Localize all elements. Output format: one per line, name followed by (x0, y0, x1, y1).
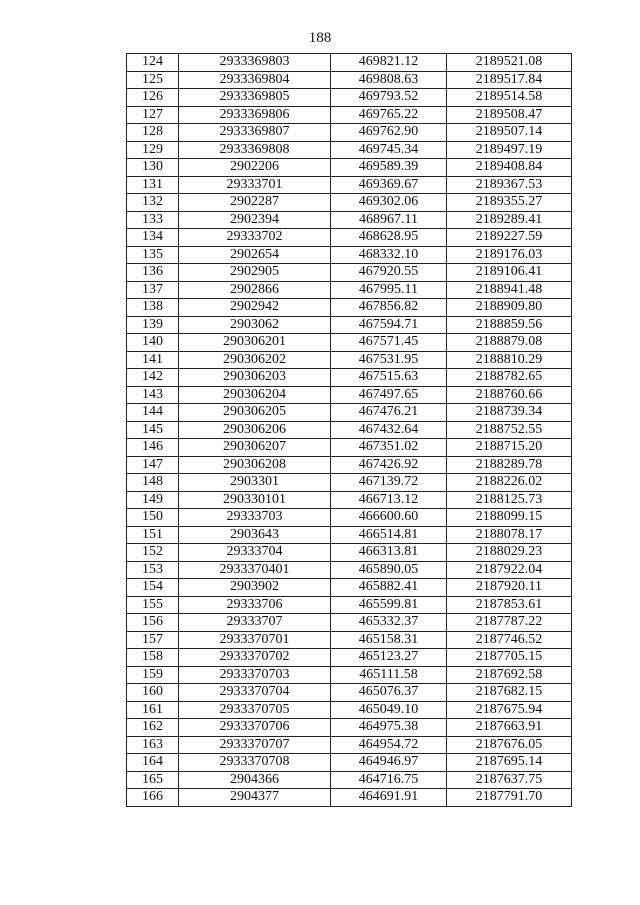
point-id-cell: 290306204 (179, 386, 331, 404)
table-row (127, 404, 572, 422)
x-coordinate-cell: 466514.81 (331, 526, 447, 544)
row-number-cell: 143 (127, 386, 179, 404)
row-number-cell: 141 (127, 351, 179, 369)
table-row (127, 719, 572, 737)
point-id-cell: 29333704 (179, 544, 331, 562)
x-coordinate-cell: 466713.12 (331, 491, 447, 509)
table-row (127, 684, 572, 702)
x-coordinate-cell: 464946.97 (331, 754, 447, 772)
point-id-cell: 2903902 (179, 579, 331, 597)
row-number-cell: 138 (127, 299, 179, 317)
point-id-cell: 2933370401 (179, 561, 331, 579)
x-coordinate-cell: 465882.41 (331, 579, 447, 597)
x-coordinate-cell: 469369.67 (331, 176, 447, 194)
row-number-cell: 134 (127, 229, 179, 247)
y-coordinate-cell: 2189106.41 (447, 264, 572, 282)
table-row (127, 386, 572, 404)
x-coordinate-cell: 465158.31 (331, 631, 447, 649)
y-coordinate-cell: 2187695.14 (447, 754, 572, 772)
row-number-cell: 151 (127, 526, 179, 544)
row-number-cell: 146 (127, 439, 179, 457)
x-coordinate-cell: 469808.63 (331, 71, 447, 89)
x-coordinate-cell: 469745.34 (331, 141, 447, 159)
y-coordinate-cell: 2189497.19 (447, 141, 572, 159)
table-row (127, 649, 572, 667)
y-coordinate-cell: 2189514.58 (447, 89, 572, 107)
y-coordinate-cell: 2187746.52 (447, 631, 572, 649)
table-row (127, 106, 572, 124)
row-number-cell: 153 (127, 561, 179, 579)
y-coordinate-cell: 2188909.80 (447, 299, 572, 317)
x-coordinate-cell: 469821.12 (331, 54, 447, 72)
x-coordinate-cell: 467497.65 (331, 386, 447, 404)
table-row (127, 614, 572, 632)
table-row (127, 334, 572, 352)
y-coordinate-cell: 2189367.53 (447, 176, 572, 194)
point-id-cell: 2903643 (179, 526, 331, 544)
table-row (127, 229, 572, 247)
x-coordinate-cell: 464975.38 (331, 719, 447, 737)
table-row (127, 736, 572, 754)
table-row (127, 439, 572, 457)
table-row (127, 491, 572, 509)
row-number-cell: 135 (127, 246, 179, 264)
y-coordinate-cell: 2189517.84 (447, 71, 572, 89)
x-coordinate-cell: 467515.63 (331, 369, 447, 387)
y-coordinate-cell: 2189507.14 (447, 124, 572, 142)
y-coordinate-cell: 2187692.58 (447, 666, 572, 684)
coordinates-table (126, 53, 572, 807)
point-id-cell: 2933369804 (179, 71, 331, 89)
y-coordinate-cell: 2188029.23 (447, 544, 572, 562)
x-coordinate-cell: 467920.55 (331, 264, 447, 282)
row-number-cell: 124 (127, 54, 179, 72)
y-coordinate-cell: 2188760.66 (447, 386, 572, 404)
x-coordinate-cell: 467139.72 (331, 474, 447, 492)
row-number-cell: 158 (127, 649, 179, 667)
point-id-cell: 290306206 (179, 421, 331, 439)
y-coordinate-cell: 2188739.34 (447, 404, 572, 422)
y-coordinate-cell: 2188752.55 (447, 421, 572, 439)
y-coordinate-cell: 2189521.08 (447, 54, 572, 72)
point-id-cell: 290306207 (179, 439, 331, 457)
point-id-cell: 29333707 (179, 614, 331, 632)
y-coordinate-cell: 2188782.65 (447, 369, 572, 387)
x-coordinate-cell: 468628.95 (331, 229, 447, 247)
point-id-cell: 2903062 (179, 316, 331, 334)
table-row (127, 754, 572, 772)
y-coordinate-cell: 2187676.05 (447, 736, 572, 754)
table-row (127, 124, 572, 142)
point-id-cell: 2933370702 (179, 649, 331, 667)
x-coordinate-cell: 467594.71 (331, 316, 447, 334)
y-coordinate-cell: 2187705.15 (447, 649, 572, 667)
row-number-cell: 145 (127, 421, 179, 439)
x-coordinate-cell: 467995.11 (331, 281, 447, 299)
point-id-cell: 2933369803 (179, 54, 331, 72)
y-coordinate-cell: 2188810.29 (447, 351, 572, 369)
point-id-cell: 2933370704 (179, 684, 331, 702)
page-number: 188 (308, 30, 332, 46)
y-coordinate-cell: 2187922.04 (447, 561, 572, 579)
y-coordinate-cell: 2188078.17 (447, 526, 572, 544)
point-id-cell: 2902287 (179, 194, 331, 212)
table-row (127, 666, 572, 684)
table-row (127, 421, 572, 439)
row-number-cell: 132 (127, 194, 179, 212)
x-coordinate-cell: 469793.52 (331, 89, 447, 107)
x-coordinate-cell: 469765.22 (331, 106, 447, 124)
y-coordinate-cell: 2189355.27 (447, 194, 572, 212)
point-id-cell: 2933370707 (179, 736, 331, 754)
x-coordinate-cell: 468967.11 (331, 211, 447, 229)
y-coordinate-cell: 2189289.41 (447, 211, 572, 229)
x-coordinate-cell: 469589.39 (331, 159, 447, 177)
row-number-cell: 130 (127, 159, 179, 177)
x-coordinate-cell: 467476.21 (331, 404, 447, 422)
y-coordinate-cell: 2188859.56 (447, 316, 572, 334)
point-id-cell: 2903301 (179, 474, 331, 492)
row-number-cell: 159 (127, 666, 179, 684)
table-row (127, 351, 572, 369)
x-coordinate-cell: 464716.75 (331, 771, 447, 789)
x-coordinate-cell: 464954.72 (331, 736, 447, 754)
table-row (127, 176, 572, 194)
x-coordinate-cell: 465123.27 (331, 649, 447, 667)
row-number-cell: 137 (127, 281, 179, 299)
x-coordinate-cell: 467426.92 (331, 456, 447, 474)
y-coordinate-cell: 2189408.84 (447, 159, 572, 177)
point-id-cell: 2933370705 (179, 701, 331, 719)
y-coordinate-cell: 2188941.48 (447, 281, 572, 299)
row-number-cell: 125 (127, 71, 179, 89)
table-row (127, 194, 572, 212)
point-id-cell: 2933369806 (179, 106, 331, 124)
point-id-cell: 29333703 (179, 509, 331, 527)
y-coordinate-cell: 2188226.02 (447, 474, 572, 492)
point-id-cell: 2933369805 (179, 89, 331, 107)
row-number-cell: 142 (127, 369, 179, 387)
table-row (127, 631, 572, 649)
x-coordinate-cell: 465890.05 (331, 561, 447, 579)
y-coordinate-cell: 2188099.15 (447, 509, 572, 527)
point-id-cell: 29333702 (179, 229, 331, 247)
table-row (127, 509, 572, 527)
row-number-cell: 163 (127, 736, 179, 754)
point-id-cell: 2904377 (179, 789, 331, 807)
point-id-cell: 2902905 (179, 264, 331, 282)
point-id-cell: 2902394 (179, 211, 331, 229)
table-row (127, 264, 572, 282)
table-row (127, 474, 572, 492)
table-body (127, 54, 572, 807)
table-row (127, 369, 572, 387)
point-id-cell: 2933370706 (179, 719, 331, 737)
table-row (127, 211, 572, 229)
point-id-cell: 2933369807 (179, 124, 331, 142)
point-id-cell: 2933370703 (179, 666, 331, 684)
point-id-cell: 290306205 (179, 404, 331, 422)
row-number-cell: 166 (127, 789, 179, 807)
row-number-cell: 154 (127, 579, 179, 597)
x-coordinate-cell: 467351.02 (331, 439, 447, 457)
table-row (127, 71, 572, 89)
y-coordinate-cell: 2188879.08 (447, 334, 572, 352)
x-coordinate-cell: 466600.60 (331, 509, 447, 527)
table-row (127, 456, 572, 474)
row-number-cell: 140 (127, 334, 179, 352)
y-coordinate-cell: 2188289.78 (447, 456, 572, 474)
y-coordinate-cell: 2189508.47 (447, 106, 572, 124)
table-row (127, 789, 572, 807)
table-row (127, 299, 572, 317)
table-row (127, 771, 572, 789)
point-id-cell: 2902866 (179, 281, 331, 299)
point-id-cell: 290306208 (179, 456, 331, 474)
table-row (127, 316, 572, 334)
row-number-cell: 129 (127, 141, 179, 159)
row-number-cell: 155 (127, 596, 179, 614)
y-coordinate-cell: 2187853.61 (447, 596, 572, 614)
x-coordinate-cell: 465111.58 (331, 666, 447, 684)
x-coordinate-cell: 465332.37 (331, 614, 447, 632)
row-number-cell: 148 (127, 474, 179, 492)
row-number-cell: 157 (127, 631, 179, 649)
point-id-cell: 2902206 (179, 159, 331, 177)
x-coordinate-cell: 465049.10 (331, 701, 447, 719)
x-coordinate-cell: 467571.45 (331, 334, 447, 352)
row-number-cell: 149 (127, 491, 179, 509)
row-number-cell: 126 (127, 89, 179, 107)
row-number-cell: 127 (127, 106, 179, 124)
x-coordinate-cell: 468332.10 (331, 246, 447, 264)
point-id-cell: 2933370701 (179, 631, 331, 649)
row-number-cell: 133 (127, 211, 179, 229)
y-coordinate-cell: 2187637.75 (447, 771, 572, 789)
y-coordinate-cell: 2187663.91 (447, 719, 572, 737)
table-row (127, 89, 572, 107)
x-coordinate-cell: 467856.82 (331, 299, 447, 317)
x-coordinate-cell: 467432.64 (331, 421, 447, 439)
row-number-cell: 150 (127, 509, 179, 527)
row-number-cell: 160 (127, 684, 179, 702)
row-number-cell: 162 (127, 719, 179, 737)
point-id-cell: 290306203 (179, 369, 331, 387)
row-number-cell: 161 (127, 701, 179, 719)
row-number-cell: 156 (127, 614, 179, 632)
table-row (127, 246, 572, 264)
row-number-cell: 165 (127, 771, 179, 789)
row-number-cell: 128 (127, 124, 179, 142)
table-row (127, 159, 572, 177)
point-id-cell: 2902942 (179, 299, 331, 317)
y-coordinate-cell: 2188125.73 (447, 491, 572, 509)
y-coordinate-cell: 2187920.11 (447, 579, 572, 597)
table-row (127, 54, 572, 72)
table-row (127, 579, 572, 597)
y-coordinate-cell: 2187791.70 (447, 789, 572, 807)
x-coordinate-cell: 465599.81 (331, 596, 447, 614)
row-number-cell: 164 (127, 754, 179, 772)
x-coordinate-cell: 465076.37 (331, 684, 447, 702)
x-coordinate-cell: 464691.91 (331, 789, 447, 807)
y-coordinate-cell: 2187787.22 (447, 614, 572, 632)
x-coordinate-cell: 469762.90 (331, 124, 447, 142)
table-row (127, 561, 572, 579)
point-id-cell: 290306202 (179, 351, 331, 369)
point-id-cell: 290306201 (179, 334, 331, 352)
table-row (127, 544, 572, 562)
x-coordinate-cell: 467531.95 (331, 351, 447, 369)
point-id-cell: 2902654 (179, 246, 331, 264)
y-coordinate-cell: 2189227.59 (447, 229, 572, 247)
point-id-cell: 2933369808 (179, 141, 331, 159)
point-id-cell: 2933370708 (179, 754, 331, 772)
row-number-cell: 131 (127, 176, 179, 194)
table-row (127, 701, 572, 719)
row-number-cell: 139 (127, 316, 179, 334)
y-coordinate-cell: 2187675.94 (447, 701, 572, 719)
y-coordinate-cell: 2189176.03 (447, 246, 572, 264)
table-row (127, 596, 572, 614)
point-id-cell: 290330101 (179, 491, 331, 509)
row-number-cell: 152 (127, 544, 179, 562)
row-number-cell: 144 (127, 404, 179, 422)
y-coordinate-cell: 2188715.20 (447, 439, 572, 457)
x-coordinate-cell: 469302.06 (331, 194, 447, 212)
row-number-cell: 147 (127, 456, 179, 474)
table-row (127, 141, 572, 159)
point-id-cell: 2904366 (179, 771, 331, 789)
table-row (127, 281, 572, 299)
point-id-cell: 29333701 (179, 176, 331, 194)
x-coordinate-cell: 466313.81 (331, 544, 447, 562)
row-number-cell: 136 (127, 264, 179, 282)
y-coordinate-cell: 2187682.15 (447, 684, 572, 702)
table-row (127, 526, 572, 544)
point-id-cell: 29333706 (179, 596, 331, 614)
